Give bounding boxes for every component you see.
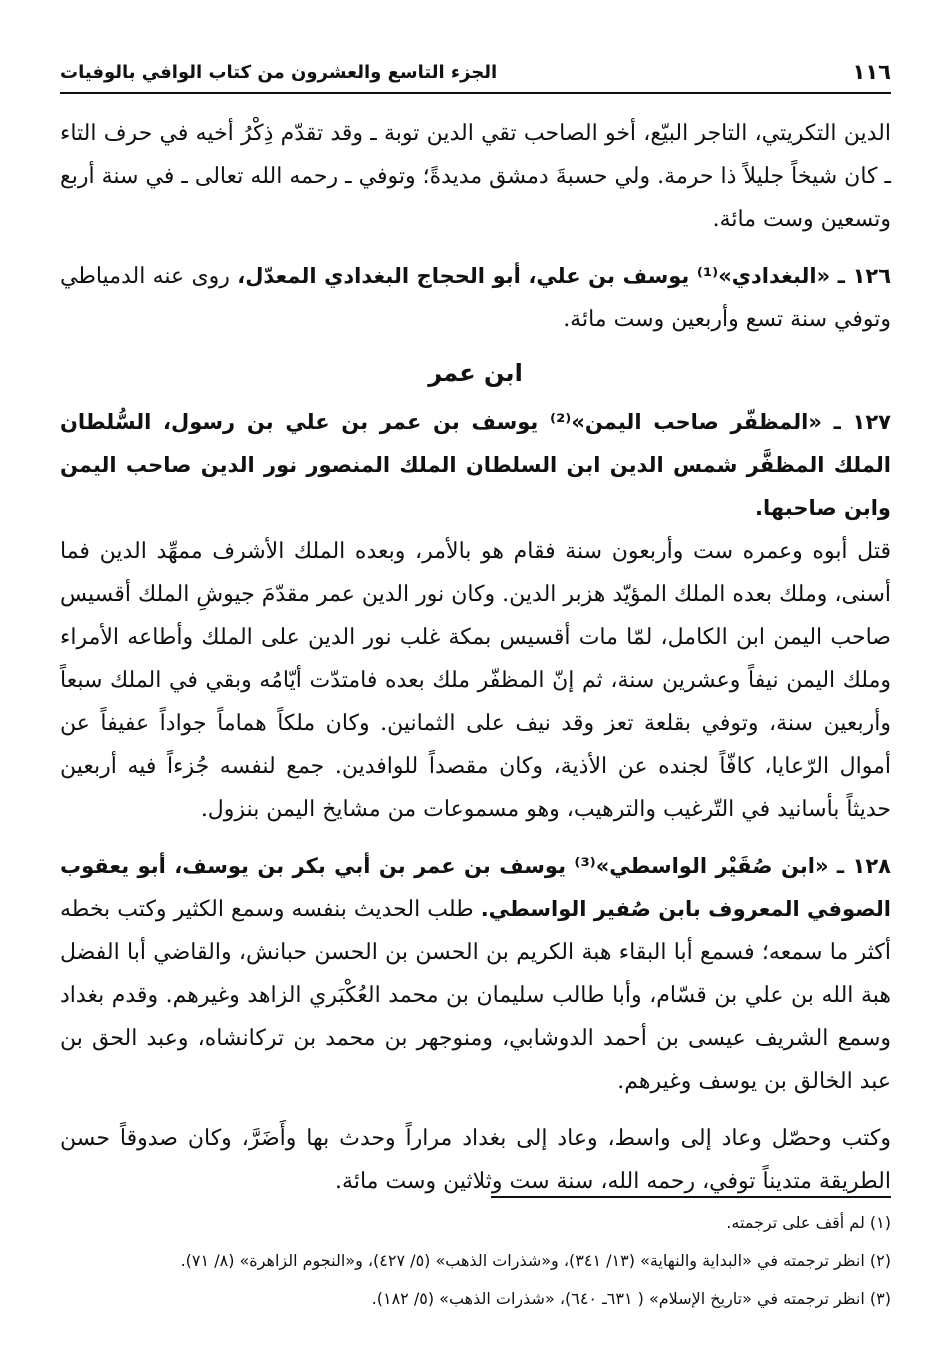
entry-127 — [60, 401, 891, 530]
footnote-1: (١) لم أقف على ترجمته. — [726, 1213, 891, 1232]
footnote-divider — [491, 1196, 891, 1198]
entry-128-text: طلب الحديث بنفسه وسمع الكثير وكتب بخطه أكثر ما سمعه؛ فسمع أبا البقاء هبة الكريم بن الحسن بن الحسن حبانش، والقاضي أبا الفضل هبة الله بن علي بن قسّام، وأبا طالب سليمان بن محمد العُكْبَري الزاهد وغيرهم. وقدم بغداد وسمع الشريف عيسى بن أحمد الدوشابي، ومنوجهر بن محمد بن تركانشاه، وعبد الحق بن عبد الخالق بن يوسف وغيرهم. — [60, 897, 891, 1094]
running-title: الجزء التاسع والعشرون من كتاب الوافي بالوفيات — [60, 62, 498, 83]
page-number: ١١٦ — [852, 60, 891, 84]
entry-127-heading: ١٢٧ ـ «المظفّر صاحب اليمن»⁽²⁾ يوسف بن عمر بن علي بن رسول، السُّلطان الملك المظفَّر شمس الدين ابن السلطان الملك المنصور نور الدين صاحب اليمن وابن صاحبها. — [60, 410, 891, 520]
entry-126 — [60, 255, 891, 341]
paragraph-final: وكتب وحصّل وعاد إلى واسط، وعاد إلى بغداد مراراً وحدث بها وأَضَرَّ، وكان صدوقاً حسن الطريقة متديناً توفي، رحمه الله، سنة ست وثلاثين وست مائة. — [60, 1126, 891, 1194]
entry-126-text: روى عنه الدمياطي وتوفي سنة تسع وأربعين وست مائة. — [60, 264, 891, 332]
entry-128 — [60, 845, 891, 1103]
footnote-2: (٢) انظر ترجمته في «البداية والنهاية» (١٣/ ٣٤١)، و«شذرات الذهب» (٥/ ٤٢٧)، و«النجوم الزاهرة» (٨/ ٧١). — [180, 1251, 891, 1270]
footnote-3: (٣) انظر ترجمته في «تاريخ الإسلام» ( ٦٣١ـ ٦٤٠)، «شذرات الذهب» (٥/ ١٨٢). — [371, 1289, 891, 1308]
page-body — [60, 112, 891, 1203]
entry-128-heading: ١٢٨ ـ «ابن صُقَيْر الواسطي»⁽³⁾ يوسف بن عمر بن أبي بكر بن يوسف، أبو يعقوب الصوفي المعروف بابن صُفير الواسطي. — [60, 854, 891, 921]
footnotes — [60, 1196, 891, 1318]
section-heading: ابن عمر — [428, 359, 523, 387]
entry-127-text: قتل أبوه وعمره ست وأربعون سنة فقام هو بالأمر، وبعده الملك الأشرف ممهِّد الدين فما أسنى، وملك بعده الملك المؤيّد هزبر الدين. وكان نور الدين عمر مقدّمَ جيوشِ الملك أقسيس صاحب اليمن ابن الكامل، لمّا مات أقسيس بمكة غلب نور الدين على الملك وأطاعه الأمراء وملك اليمن نيفاً وعشرين سنة، ثم إنّ المظفّر ملك بعده فامتدّت أيّامُه وبقي في الملك سبعاً وأربعين سنة، وتوفي بقلعة تعز وقد نيف على الثمانين. وكان ملكاً هماماً جواداً عفيفاً عن أموال الرّعايا، كافّاً لجنده عن الأذية، وكان مقصداً للوافدين. جمع لنفسه جُزءاً فيه أربعين حديثاً بأسانيد في التّرغيب والترهيب، وهو مسموعات من مشايخ اليمن بنزول. — [60, 539, 892, 822]
entry-126-heading: ١٢٦ ـ «البغدادي»⁽¹⁾ يوسف بن علي، أبو الحجاج البغدادي المعدّل، — [237, 264, 892, 288]
paragraph-continuation: الدين التكريتي، التاجر البيّع، أخو الصاحب تقي الدين توبة ـ وقد تقدّم ذِكْرُ أخيه في حرف التاء ـ كان شيخاً جليلاً ذا حرمة. ولي حسبةَ دمشق مديدةً؛ وتوفي ـ رحمه الله تعالى ـ في سنة أربع وتسعين وست مائة. — [60, 121, 891, 232]
page-header — [60, 52, 891, 94]
